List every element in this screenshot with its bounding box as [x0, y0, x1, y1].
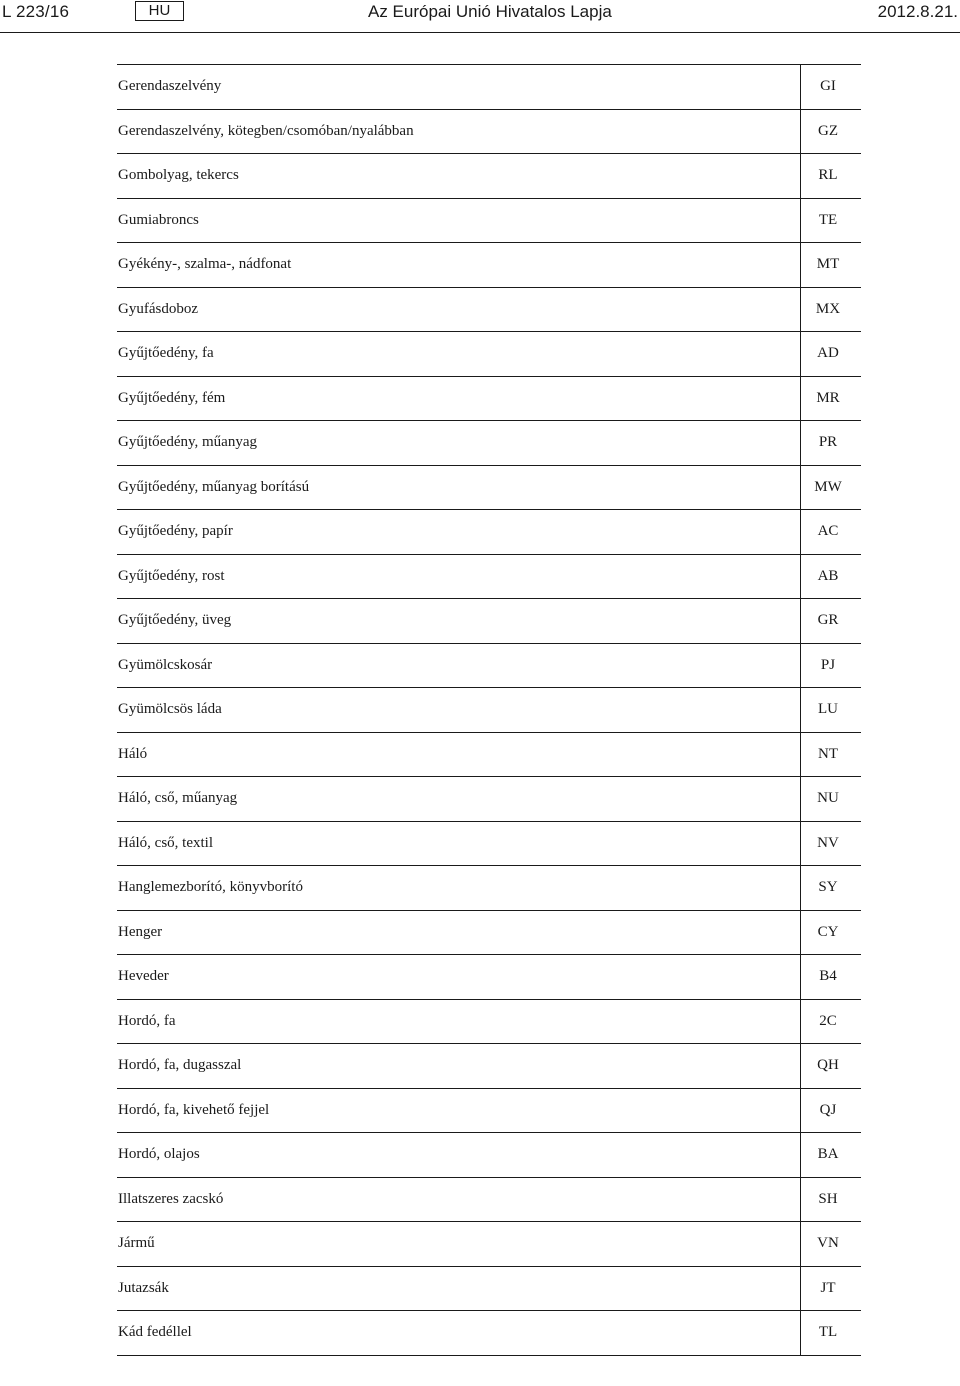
package-code-cell: TE — [818, 211, 838, 228]
table-row — [117, 510, 861, 555]
table-row — [117, 199, 861, 244]
package-name-cell: Gyékény-, szalma-, nádfonat — [117, 243, 801, 287]
package-code-cell: NV — [817, 834, 839, 851]
package-code-cell: AB — [817, 567, 839, 584]
table-row — [117, 777, 861, 822]
package-code-cell: LU — [818, 701, 838, 718]
page-header — [0, 0, 960, 34]
package-name-cell: Gyűjtőedény, műanyag — [117, 421, 801, 465]
package-name-cell: Illatszeres zacskó — [117, 1178, 801, 1222]
table-row — [117, 466, 861, 511]
table-row — [117, 110, 861, 155]
table-row — [117, 1133, 861, 1178]
table-row — [117, 955, 861, 1000]
table-row — [117, 65, 861, 110]
package-name-cell: Háló, cső, műanyag — [117, 777, 801, 821]
journal-title: Az Európai Unió Hivatalos Lapja — [368, 2, 612, 21]
packaging-code-table — [117, 64, 861, 1356]
package-code-cell: B4 — [819, 968, 837, 985]
table-row — [117, 1311, 861, 1356]
package-code-cell: NT — [818, 745, 838, 762]
package-code-cell: QJ — [819, 1101, 837, 1118]
package-code-cell: MR — [816, 389, 840, 406]
table-row — [117, 1000, 861, 1045]
package-code-cell: MX — [815, 300, 841, 317]
package-code-cell: PR — [818, 434, 838, 451]
package-name-cell: Henger — [117, 911, 801, 955]
table-row — [117, 733, 861, 778]
package-name-cell: Hordó, fa, dugasszal — [117, 1044, 801, 1088]
package-code-cell: TL — [818, 1324, 838, 1341]
package-name-cell: Gyűjtőedény, papír — [117, 510, 801, 554]
table-row — [117, 1267, 861, 1312]
header-divider — [0, 32, 960, 33]
package-name-cell: Háló — [117, 733, 801, 777]
package-code-cell: GZ — [818, 122, 838, 139]
table-row — [117, 822, 861, 867]
table-row — [117, 1044, 861, 1089]
package-name-cell: Gyümölcsös láda — [117, 688, 801, 732]
package-name-cell: Heveder — [117, 955, 801, 999]
table-row — [117, 1222, 861, 1267]
package-code-cell: CY — [817, 923, 839, 940]
package-code-cell: AD — [817, 345, 839, 362]
package-code-cell: NU — [817, 790, 839, 807]
table-row — [117, 154, 861, 199]
package-code-cell: PJ — [820, 656, 836, 673]
package-name-cell: Gyűjtőedény, rost — [117, 555, 801, 599]
page-reference: L 223/16 — [2, 2, 70, 21]
table-row — [117, 288, 861, 333]
package-code-cell: GI — [820, 78, 836, 95]
package-name-cell: Hordó, fa, kivehető fejjel — [117, 1089, 801, 1133]
table-row — [117, 243, 861, 288]
table-row — [117, 644, 861, 689]
package-name-cell: Gyümölcskosár — [117, 644, 801, 688]
table-row — [117, 688, 861, 733]
package-name-cell: Hordó, olajos — [117, 1133, 801, 1177]
package-code-cell: AC — [817, 523, 839, 540]
package-code-cell: MW — [814, 478, 842, 495]
package-name-cell: Jármű — [117, 1222, 801, 1266]
package-name-cell: Hordó, fa — [117, 1000, 801, 1044]
table-row — [117, 421, 861, 466]
package-code-cell: GR — [817, 612, 839, 629]
package-name-cell: Gumiabroncs — [117, 199, 801, 243]
table-row — [117, 1178, 861, 1223]
package-code-cell: MT — [816, 256, 840, 273]
table-row — [117, 599, 861, 644]
language-badge: HU — [135, 1, 184, 21]
package-code-cell: 2C — [819, 1012, 837, 1029]
package-name-cell: Gyűjtőedény, fa — [117, 332, 801, 376]
package-name-cell: Jutazsák — [117, 1267, 801, 1311]
package-name-cell: Háló, cső, textil — [117, 822, 801, 866]
package-name-cell: Kád fedéllel — [117, 1311, 801, 1355]
table-row — [117, 332, 861, 377]
package-code-cell: SY — [818, 879, 838, 896]
package-code-cell: SH — [818, 1190, 838, 1207]
package-name-cell: Gyűjtőedény, fém — [117, 377, 801, 421]
table-row — [117, 1089, 861, 1134]
table-row — [117, 377, 861, 422]
table-row — [117, 866, 861, 911]
package-code-cell: QH — [817, 1057, 839, 1074]
table-row — [117, 555, 861, 600]
package-name-cell: Gyűjtőedény, üveg — [117, 599, 801, 643]
package-name-cell: Gerendaszelvény — [117, 65, 801, 109]
package-name-cell: Gyufásdoboz — [117, 288, 801, 332]
table-row — [117, 911, 861, 956]
package-name-cell: Gerendaszelvény, kötegben/csomóban/nyalábban — [117, 110, 801, 154]
package-code-cell: VN — [817, 1235, 839, 1252]
package-code-cell: JT — [820, 1279, 836, 1296]
publication-date: 2012.8.21. — [877, 2, 958, 21]
package-code-cell: BA — [817, 1146, 839, 1163]
package-code-cell: RL — [818, 167, 838, 184]
package-name-cell: Hanglemezborító, könyvborító — [117, 866, 801, 910]
package-name-cell: Gombolyag, tekercs — [117, 154, 801, 198]
package-name-cell: Gyűjtőedény, műanyag borítású — [117, 466, 801, 510]
